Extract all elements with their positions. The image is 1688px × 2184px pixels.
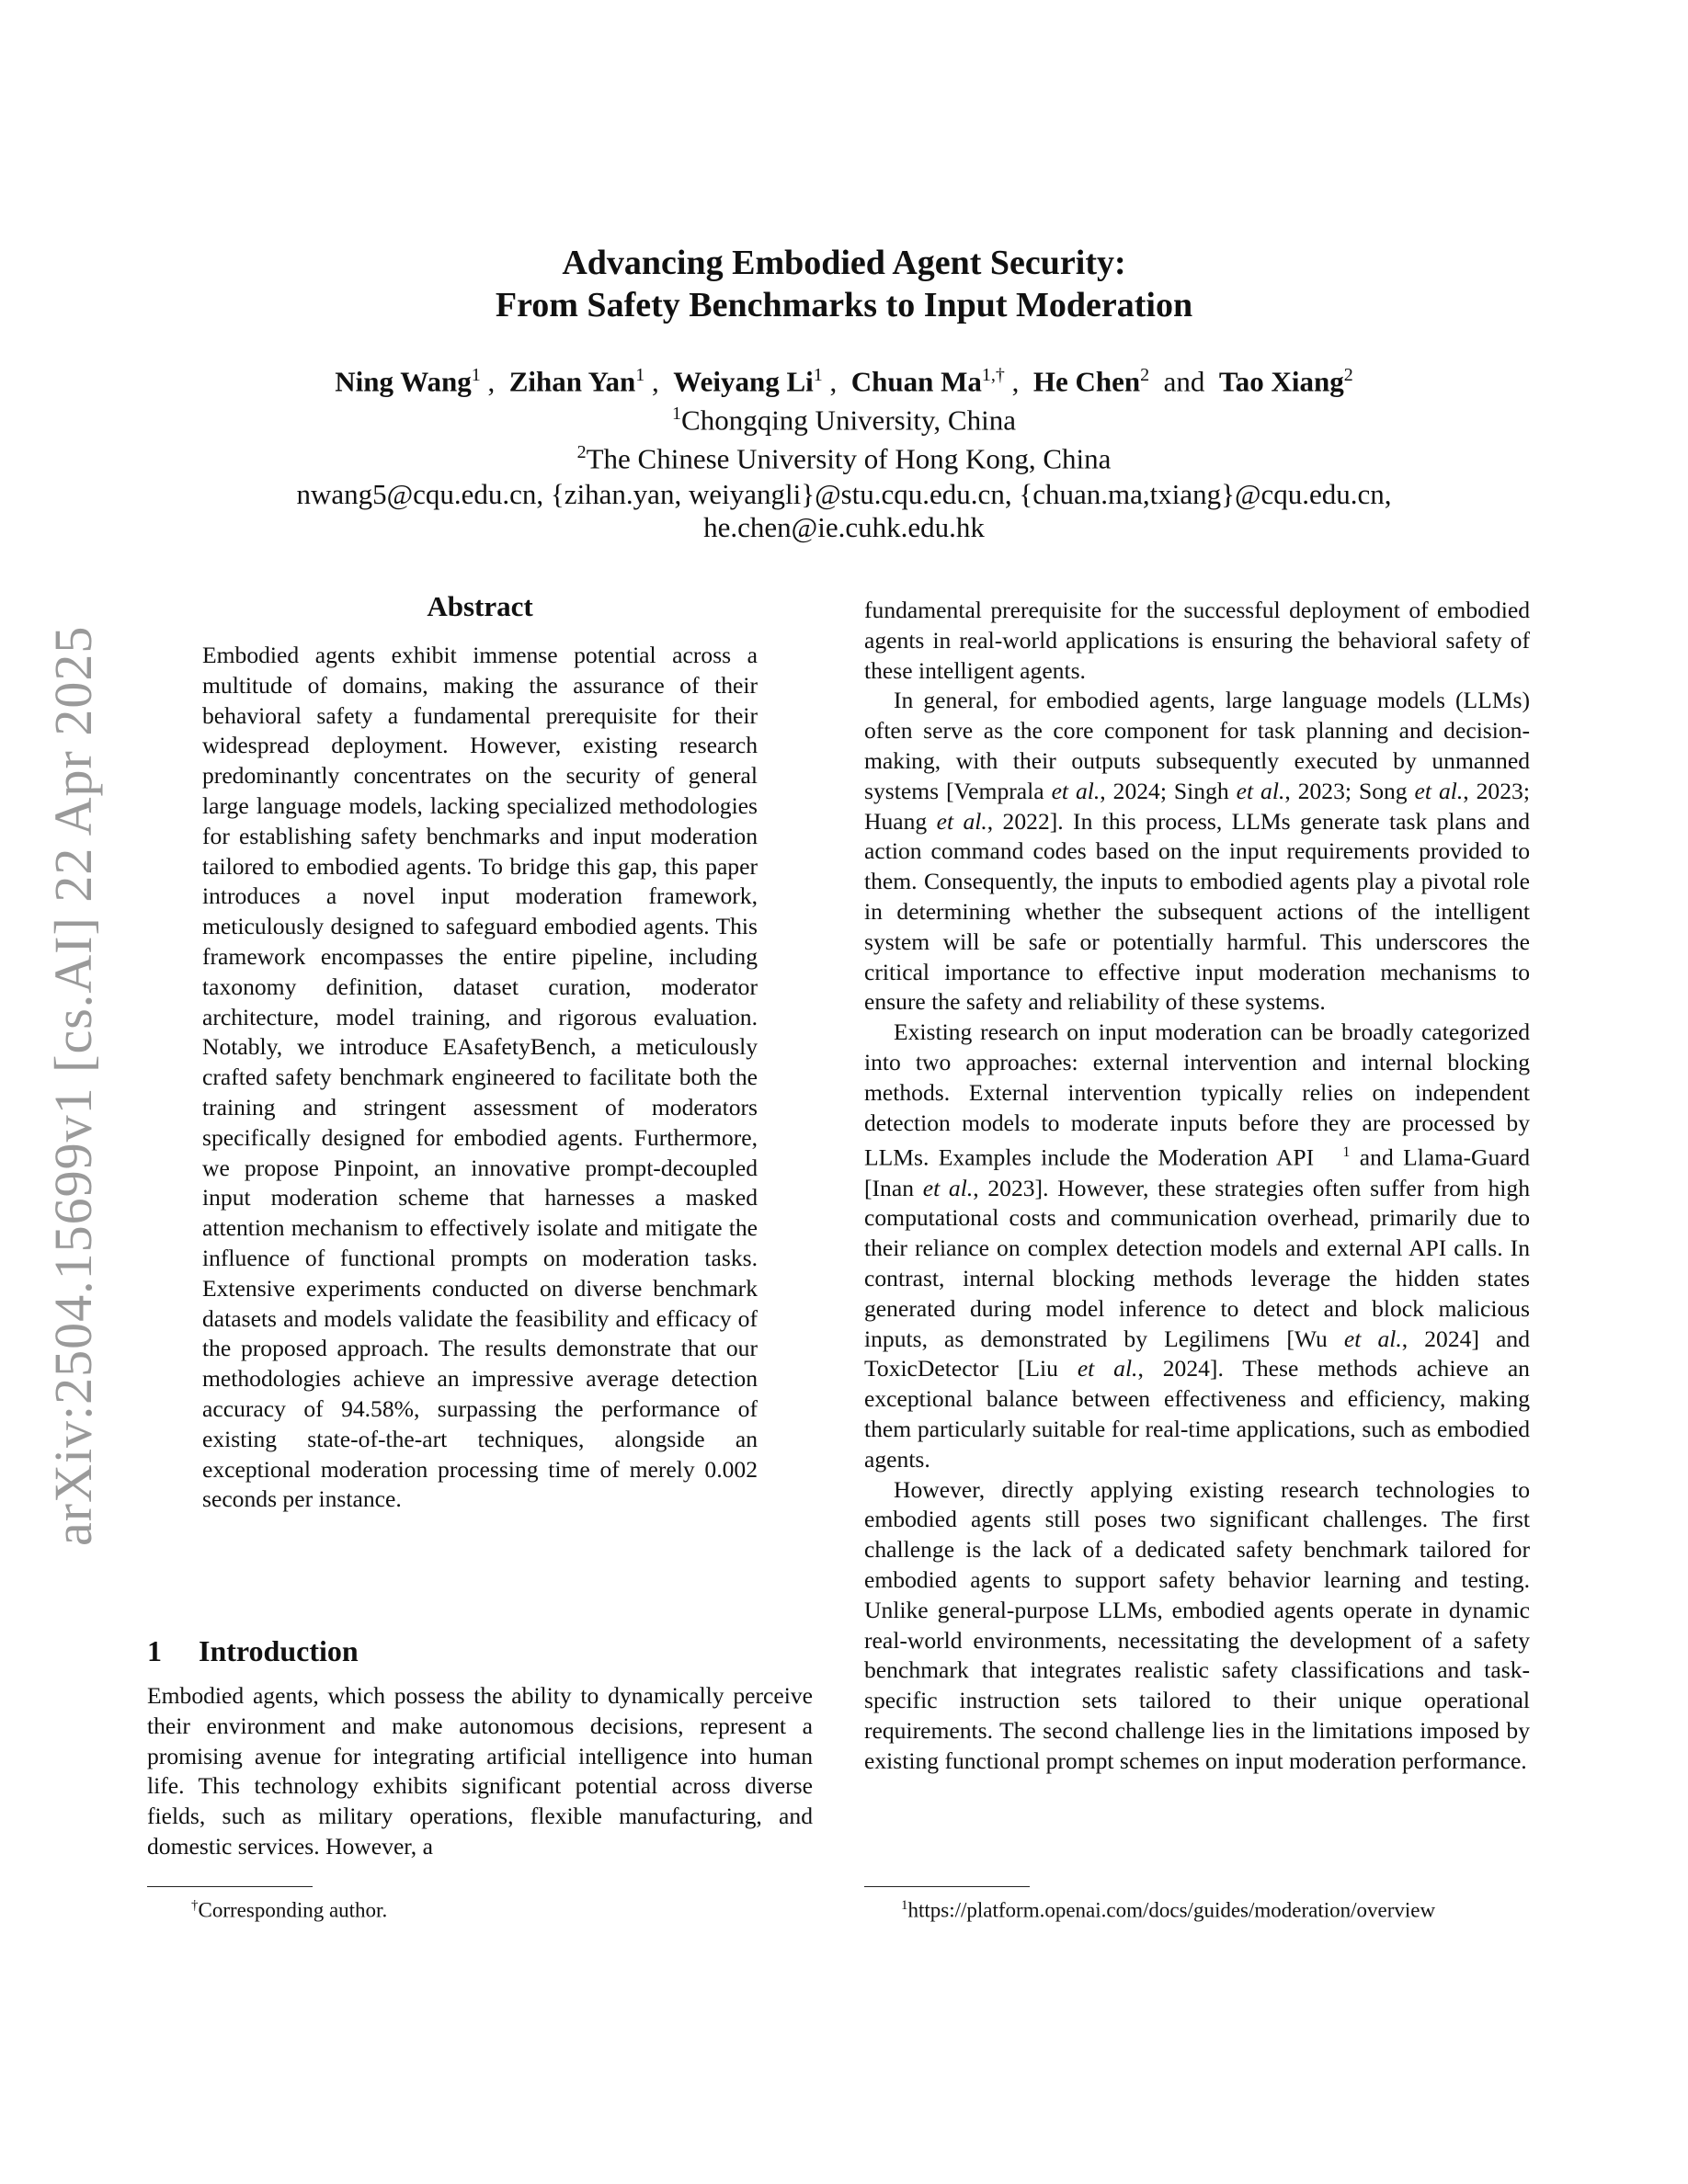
author-list: Ning Wang$^1$ , Zihan Yan$^1$ , Weiyang Li$^1$ , Chuan $Ma^{1,\dagger}$ , He Chen$^2$ and Tao Xiang$^2$	[335, 365, 1353, 398]
author-name: Zihan Yan	[508, 365, 636, 398]
abstract-body	[202, 641, 758, 1515]
right-paragraph-2: Existing research on input moderation can be broadly categorized into two approaches: external intervention and internal blocking methods. External intervention typically relies on independent detection models to moderate inputs before they are processed by LLMs. Examples include the Moderation API $^1$ and Llama-Guard [Inan et al., 2023]. However, these strategies often suffer from high computational costs and communication overhead, primarily due to their reliance on complex detection models and external API calls. In contrast, internal blocking methods leverage the hidden states generated during model inference to detect and block malicious inputs, as demonstrated by Legilimens [Wu et al., 2024] and ToxicDetector [Liu et al., 2024]. These methods achieve an exceptional balance between effectiveness and efficiency, making them particularly suitable for real-time applications, such as embodied agents.	[864, 1018, 1531, 1473]
author-name: Tao Xiang	[1218, 365, 1344, 398]
footnote-ref[interactable]: 1	[1342, 1144, 1351, 1161]
paper-title-line2: From Safety Benchmarks to Input Moderation	[495, 286, 1193, 324]
email-line-1[interactable]: nwang5@cqu.edu.cn, {zihan.yan, weiyangli}@stu.cqu.edu.cn, {chuan.ma,txiang}@cqu.edu.cn,	[296, 478, 1392, 510]
section-heading-introduction	[147, 1632, 359, 1669]
right-column	[864, 596, 1530, 1777]
footnote-text: Corresponding author.	[198, 1898, 388, 1922]
right-paragraph-1: In general, for embodied agents, large language models (LLMs) often serve as the core component for task planning and decision-making, with their outputs subsequently executed by unmanned systems [Vemprala et al., 2024; Singh et al., 2023; Song et al., 2023; Huang et al., 2022]. In this process, LLMs generate task plans and action command codes based on the input requirements provided to them. Consequently, the inputs to embodied agents play a pivotal role in determining whether the subsequent actions of the intelligent system will be safe or potentially harmful. This underscores the critical importance to effective input moderation mechanisms to ensure the safety and reliability of these systems.	[864, 687, 1530, 1016]
right-paragraph-3: However, directly applying existing research technologies to embodied agents still poses two significant challenges. The first challenge is the lack of a dedicated safety benchmark tailored for embodied agents to support safety behavior learning and testing. Unlike general-purpose LLMs, embodied agents operate in dynamic real-world environments, necessitating the development of a safety benchmark that integrates realistic safety classifications and task-specific instruction sets tailored to their unique operational requirements. The second challenge lies in the limitations imposed by existing functional prompt schemes on input moderation performance.	[864, 1475, 1530, 1774]
author-affil-mark: 1	[471, 365, 481, 385]
affiliation-text: Chongqing University, China	[681, 404, 1016, 437]
footnote-mark: 1	[901, 1898, 908, 1913]
footnote-rule-left	[147, 1886, 313, 1887]
paper-title-line1: Advancing Embodied Agent Security:	[562, 244, 1126, 282]
arxiv-identifier	[42, 625, 103, 1601]
abstract-heading: Abstract	[427, 590, 533, 622]
author-affil-mark: 1	[813, 365, 823, 385]
author-name: Ning Wang	[335, 365, 472, 398]
affiliation-mark: 2	[576, 442, 587, 462]
author-affil-mark: 2	[1140, 365, 1150, 385]
footnote-rule-right	[864, 1886, 1030, 1887]
abstract-paragraph: Embodied agents exhibit immense potential across a multitude of domains, making the assurance of their behavioral safety a fundamental prerequisite for their widespread deployment. However, existing research predominantly concentrates on the security of general large language models, lacking specialized methodologies for establishing safety benchmarks and input moderation tailored to embodied agents. To bridge this gap, this paper introduces a novel input moderation framework, meticulously designed to safeguard embodied agents. This framework encompasses the entire pipeline, including taxonomy definition, dataset curation, moderator architecture, model training, and rigorous evaluation. Notably, we introduce EAsafetyBench, a meticulously crafted safety benchmark engineered to facilitate both the training and stringent assessment of moderators specifically designed for embodied agents. Furthermore, we propose Pinpoint, an innovative prompt-decoupled input moderation scheme that harnesses a masked attention mechanism to effectively isolate and mitigate the influence of functional prompts on moderation tasks. Extensive experiments conducted on diverse benchmark datasets and models validate the feasibility and efficacy of the proposed approach. The results demonstrate that our methodologies achieve an impressive average detection accuracy of 94.58%, surpassing the performance of existing state-of-the-art techniques, alongside an exceptional moderation processing time of merely 0.002 seconds per instance.	[202, 642, 758, 1513]
right-paragraph-0: fundamental prerequisite for the successful deployment of embodied agents in real-world applications is ensuring the behavioral safety of these intelligent agents.	[864, 597, 1530, 684]
affiliation-2	[0, 434, 1688, 477]
author-name: Weiyang Li	[673, 365, 814, 398]
footnote-mark: †	[191, 1898, 199, 1913]
affiliation-text: The Chinese University of Hong Kong, China	[586, 442, 1112, 475]
section-title: Introduction	[199, 1634, 359, 1667]
affiliation-mark: 1	[672, 404, 682, 424]
author-affil-mark: 1	[635, 365, 645, 385]
author-name: He Chen	[1032, 365, 1141, 398]
affiliation-1	[0, 395, 1688, 438]
author-affil-mark: 1,†	[981, 365, 1005, 385]
intro-paragraph-1: Embodied agents, which possess the ability to dynamically perceive their environment and make autonomous decisions, represent a promising avenue for integrating artificial intelligence into human life. This technology exhibits significant potential across diverse fields, such as military operations, flexible manufacturing, and domestic services. However, a	[147, 1682, 813, 1860]
email-line-2[interactable]: he.chen@ie.cuhk.edu.hk	[703, 511, 985, 543]
arxiv-identifier-text: arXiv:2504.15699v1 [cs.AI] 22 Apr 2025	[43, 625, 103, 1546]
footnote-left	[191, 1892, 387, 1925]
footnote-url-link[interactable]: https://platform.openai.com/docs/guides/moderation/overview	[907, 1898, 1436, 1922]
footnote-right	[901, 1892, 1435, 1925]
author-name: Chuan Ma	[850, 365, 982, 398]
section-number: 1	[147, 1634, 162, 1667]
author-and: and	[1163, 365, 1205, 398]
author-affil-mark: 2	[1343, 365, 1353, 385]
intro-left-column	[147, 1681, 813, 1862]
